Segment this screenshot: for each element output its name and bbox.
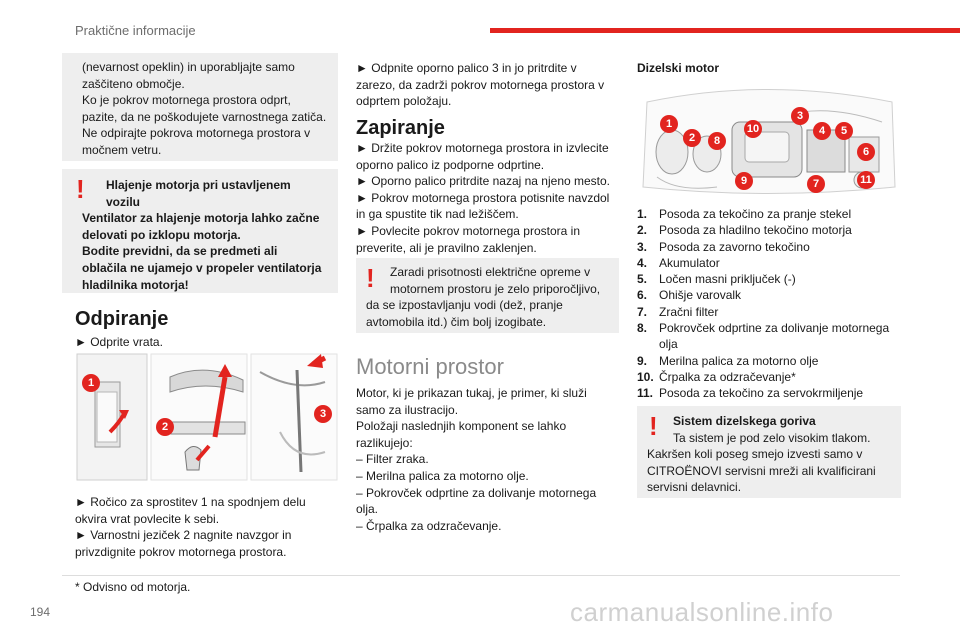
list-item: 3. Posoda za zavorno tekočino — [637, 239, 810, 254]
step-line: odprtem položaju. — [356, 94, 452, 109]
step-line: ► Pokrov motornega prostora potisnite navzdol — [356, 190, 610, 205]
warning-line: motornem prostoru je zelo priporočljivo, — [390, 281, 601, 296]
engine-parts-list — [637, 206, 902, 402]
section-heading-odpiranje: Odpiranje — [75, 308, 169, 330]
body-line: – Merilna palica za motorno olje. — [356, 468, 529, 483]
list-item: 10. Črpalka za odzračevanje* — [637, 369, 796, 384]
section-heading-zapiranje: Zapiranje — [356, 117, 445, 139]
open-steps — [75, 494, 345, 560]
list-item: 6. Ohišje varovalk — [637, 288, 742, 303]
prop-rod-step — [356, 60, 626, 110]
warning-exclamation-icon: ! — [76, 174, 85, 204]
list-item: 7. Zračni filter — [637, 304, 719, 319]
figure-callout-1: 1 — [82, 374, 100, 392]
fuel-system-warning-box — [637, 406, 901, 498]
body-line: – Črpalka za odzračevanje. — [356, 518, 502, 533]
box-line: Ko je pokrov motornega prostora odprt, — [82, 93, 291, 108]
warning-line: da se izpostavljanju vodi (dež, pranje — [366, 298, 563, 313]
engine-callout-2: 2 — [683, 129, 701, 147]
list-item: 1. Posoda za tekočino za pranje stekel — [637, 207, 852, 221]
step-line: ► Oporno palico pritrdite nazaj na njeno mesto. — [356, 174, 611, 189]
engine-compartment-text — [356, 385, 626, 534]
warning-exclamation-icon: ! — [366, 263, 375, 293]
figure-callout-2: 2 — [156, 418, 174, 436]
body-line: Položaji naslednjih komponent se lahko — [356, 419, 567, 434]
footnote-divider — [62, 575, 900, 576]
diesel-engine-heading: Dizelski motor — [637, 61, 720, 75]
body-line: samo za ilustracijo. — [356, 402, 459, 417]
page-number: 194 — [30, 605, 51, 619]
warning-title: Sistem dizelskega goriva — [673, 414, 816, 428]
engine-callout-4: 4 — [813, 122, 831, 140]
watermark: carmanualsonline.info — [570, 597, 834, 627]
electrical-warning-box — [356, 258, 619, 333]
engine-callout-11: 11 — [857, 171, 875, 189]
step-line: okvira vrat povlecite k sebi. — [75, 511, 220, 526]
step-line: ► Držite pokrov motornega prostora in izvlecite — [356, 141, 609, 155]
warning-line: CITROËNOVI servisni mreži ali kvalificirani — [647, 463, 876, 478]
engine-callout-7: 7 — [807, 175, 825, 193]
step-line: ► Ročico za sprostitev 1 na spodnjem delu — [75, 495, 306, 509]
step-line: ► Varnostni jeziček 2 nagnite navzgor in — [75, 528, 292, 543]
warning-title: Hlajenje motorja pri ustavljenem — [106, 178, 291, 192]
close-steps — [356, 140, 626, 256]
engine-callout-9: 9 — [735, 172, 753, 190]
warning-line: Ventilator za hlajenje motorja lahko začne — [82, 211, 320, 226]
step-line: preverite, ali je pravilno zaklenjen. — [356, 240, 537, 255]
step-line: ► Povlecite pokrov motornega prostora in — [356, 223, 580, 238]
box-line: pazite, da ne poškodujete varnostnega zatiča. — [82, 109, 327, 124]
warning-line: servisni delavnici. — [647, 480, 742, 495]
warning-line: avtomobila itd.) čim bolj izogibate. — [366, 314, 547, 329]
step-line: in ga spustite tik nad ležiščem. — [356, 207, 519, 222]
box-line: (nevarnost opeklin) in uporabljajte samo — [82, 60, 295, 74]
body-line: olja. — [356, 502, 379, 517]
engine-callout-1: 1 — [660, 115, 678, 133]
step-line: privzdignite pokrov motornega prostora. — [75, 544, 287, 559]
hood-opening-illustration — [75, 352, 339, 482]
section-heading-motorni-prostor: Motorni prostor — [356, 354, 504, 379]
box-line: močnem vetru. — [82, 142, 162, 157]
warning-line: delovati po izklopu motorja. — [82, 227, 241, 242]
list-item: 2. Posoda za hladilno tekočino motorja — [637, 223, 852, 238]
warning-line: Bodite previdni, da se predmeti ali — [82, 244, 278, 259]
body-line: Motor, ki je prikazan tukaj, je primer, ki služi — [356, 386, 587, 400]
list-item: 11. Posoda za tekočino za servokrmiljenje — [637, 386, 864, 401]
step-line: ► Odpnite oporno palico 3 in jo pritrdite v — [356, 61, 577, 75]
info-box-continued — [62, 53, 338, 161]
warning-line: Kakršen koli poseg smejo izvesti samo v — [647, 447, 863, 462]
warning-line: oblačila ne ujamejo v propeler ventilatorja — [82, 260, 322, 275]
list-item: 8. Pokrovček odprtine za dolivanje motornega — [637, 321, 890, 336]
header-accent-bar — [490, 28, 960, 33]
list-item: 4. Akumulator — [637, 255, 720, 270]
body-line: – Pokrovček odprtine za dolivanje motornega — [356, 485, 597, 500]
box-line: Ne odpirajte pokrova motornega prostora v — [82, 126, 311, 141]
warning-exclamation-icon: ! — [649, 411, 658, 441]
engine-callout-8: 8 — [708, 132, 726, 150]
warning-title: vozilu — [106, 194, 141, 209]
cooling-warning-box — [62, 169, 338, 293]
body-line: – Filter zraka. — [356, 452, 429, 467]
engine-callout-10: 10 — [744, 120, 762, 138]
box-line: zaščiteno območje. — [82, 76, 185, 91]
step-line: oporno palico iz podporne odprtine. — [356, 157, 545, 172]
step-open-door: ► Odprite vrata. — [75, 335, 163, 349]
running-header: Praktične informacije — [75, 23, 196, 38]
list-item: 9. Merilna palica za motorno olje — [637, 353, 819, 368]
list-item: 5. Ločen masni priključek (-) — [637, 272, 796, 287]
engine-callout-5: 5 — [835, 122, 853, 140]
warning-line: Ta sistem je pod zelo visokim tlakom. — [673, 430, 871, 445]
warning-line: hladilnika motorja! — [82, 277, 189, 292]
step-line: zarezo, da zadrži pokrov motornega prostora v — [356, 77, 605, 92]
body-line: razlikujejo: — [356, 435, 413, 450]
footnote: * Odvisno od motorja. — [75, 580, 191, 594]
figure-callout-3: 3 — [314, 405, 332, 423]
warning-line: Zaradi prisotnosti električne opreme v — [390, 265, 591, 279]
engine-callout-6: 6 — [857, 143, 875, 161]
list-item: olja — [659, 337, 678, 352]
engine-callout-3: 3 — [791, 107, 809, 125]
